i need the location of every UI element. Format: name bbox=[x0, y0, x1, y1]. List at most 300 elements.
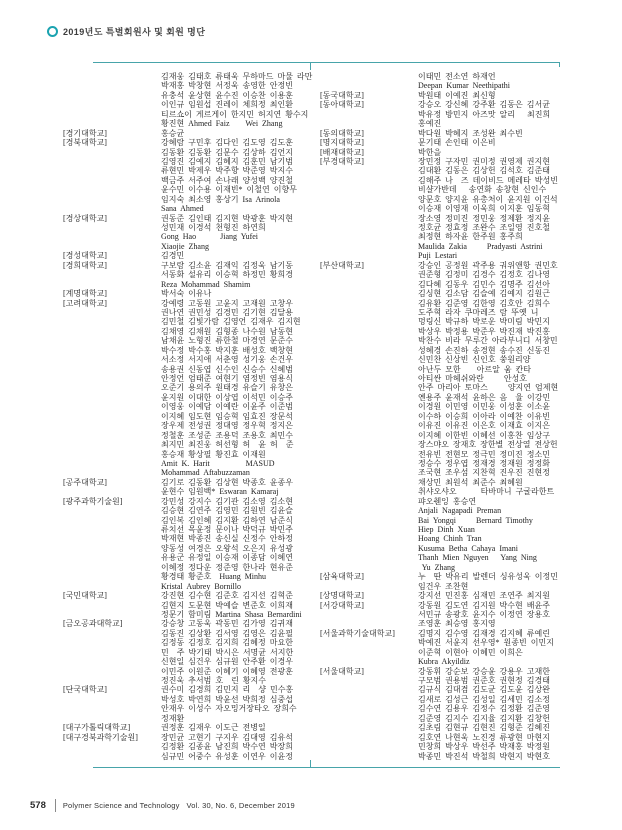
university-label: [서울대학교] bbox=[320, 666, 364, 676]
member-row bbox=[320, 251, 575, 260]
member-names: 서소정 서지애 서춘영 성기웅 손건우 bbox=[161, 355, 293, 365]
university-label bbox=[63, 459, 161, 468]
university-label: [단국대학교] bbox=[63, 685, 107, 695]
member-row bbox=[320, 610, 575, 619]
member-names: 류현민 박제우 박주향 박준영 박지수 bbox=[161, 166, 293, 176]
university-label bbox=[63, 148, 161, 157]
member-row bbox=[320, 525, 575, 534]
member-names: 이유진 이유진 이은호 이재효 이지은 bbox=[418, 421, 550, 431]
university-label: [경희대학교] bbox=[63, 260, 107, 270]
member-names: 최지민 최진웅 허선형 허 윤 허 준 bbox=[161, 440, 294, 450]
university-label bbox=[63, 232, 161, 241]
member-names: 박수정 박수홍 박지훈 배성호 백창현 bbox=[161, 345, 293, 355]
member-row bbox=[63, 431, 318, 440]
university-label bbox=[63, 582, 161, 591]
member-row-with-university bbox=[63, 129, 318, 138]
member-names: 황진현 Ahmed Faiz Wei Zhang bbox=[161, 119, 283, 129]
member-row bbox=[63, 544, 318, 553]
member-names: 안재우 이성수 자오밍거장타오 장희수 bbox=[161, 704, 297, 714]
member-row bbox=[320, 346, 575, 355]
member-row-with-university bbox=[63, 251, 318, 260]
member-list-left-column bbox=[63, 72, 318, 761]
member-row bbox=[63, 487, 318, 496]
member-names: 권준형 김정미 김경수 김정호 김나영 bbox=[418, 270, 550, 280]
member-row-with-university bbox=[320, 148, 575, 157]
member-names: 신현일 심건우 심규원 안주환 이경우 bbox=[161, 657, 293, 667]
member-names: 김호연 나현욱 노진경 류광현 마현지 bbox=[418, 732, 550, 742]
member-names: Amit K. Harit MASUD bbox=[161, 458, 275, 468]
university-label bbox=[63, 714, 161, 723]
member-names: 김유환 김준영 김한영 김호안 김희수 bbox=[418, 298, 550, 308]
university-label: [국민대학교] bbox=[63, 591, 107, 601]
university-label bbox=[63, 280, 161, 289]
member-row bbox=[320, 742, 575, 751]
university-label bbox=[63, 91, 161, 100]
university-label bbox=[63, 412, 161, 421]
page-header bbox=[47, 25, 205, 38]
member-row bbox=[320, 317, 575, 326]
member-row bbox=[63, 346, 318, 355]
member-row-with-university bbox=[63, 591, 318, 600]
member-names: 박종민 박진석 박철희 박현지 박현호 bbox=[418, 751, 550, 761]
member-names: 강동휘 강순보 강승윤 강용우 고재한 bbox=[418, 666, 550, 676]
university-label bbox=[63, 657, 161, 666]
member-row bbox=[320, 478, 575, 487]
member-names: 김기로 김동환 김상현 박종호 윤종우 bbox=[161, 477, 293, 487]
member-names: 김재웅 김태호 류태욱 무하마드 마물 라만 bbox=[161, 72, 313, 81]
member-row bbox=[63, 223, 318, 232]
footer-divider bbox=[55, 799, 56, 812]
university-label bbox=[320, 695, 418, 704]
member-row bbox=[320, 402, 575, 411]
member-names: 정문기 함미림 Martina Shasa Bernardini bbox=[161, 609, 302, 619]
column-divider-tick-top bbox=[310, 62, 311, 70]
member-names: 이태민 전소연 하재언 bbox=[418, 72, 496, 81]
university-label bbox=[320, 242, 418, 251]
university-label bbox=[63, 346, 161, 355]
member-names: 이경원 이민영 이민웅 이성훈 이소윤 bbox=[418, 402, 550, 412]
member-row bbox=[63, 638, 318, 647]
member-row bbox=[320, 299, 575, 308]
university-label bbox=[63, 440, 161, 449]
member-names: 김경민 bbox=[161, 251, 185, 261]
member-row bbox=[63, 506, 318, 515]
member-row bbox=[320, 412, 575, 421]
member-names: 김규식 김대겸 김도균 김도윤 김상완 bbox=[418, 685, 550, 695]
university-label bbox=[320, 336, 418, 345]
member-names: 강승창 고동욱 곽동민 김가영 김귀재 bbox=[161, 619, 293, 629]
university-label bbox=[320, 525, 418, 534]
university-label bbox=[320, 223, 418, 232]
member-names: 아티싼 마헤쉬와란 안성호 bbox=[418, 374, 528, 383]
member-row bbox=[63, 81, 318, 90]
member-names: 박한을 bbox=[418, 147, 442, 157]
university-label bbox=[63, 365, 161, 374]
university-label bbox=[63, 695, 161, 704]
member-row bbox=[320, 752, 575, 761]
member-names: 서동화 설유리 이승혁 하정민 황희경 bbox=[161, 270, 293, 280]
member-names: 박유정 방민지 아즈맛 알리 최진희 bbox=[418, 109, 551, 119]
university-label bbox=[320, 383, 418, 392]
member-names: Bai Yongqi Bernard Timothy bbox=[418, 515, 533, 525]
member-row bbox=[320, 280, 575, 289]
university-label bbox=[320, 166, 418, 175]
member-names: 조영훈 최승영 홍지영 bbox=[418, 619, 496, 629]
member-names: 김새로 김성근 김성일 김세민 김소정 bbox=[418, 694, 550, 704]
member-names: 이영웅 이예담 이예란 이윤주 이준범 bbox=[161, 402, 293, 412]
member-names: 신민찬 신상빈 신인호 쑹원리양 bbox=[418, 355, 531, 365]
member-row bbox=[63, 110, 318, 119]
member-row-with-university bbox=[63, 214, 318, 223]
member-row bbox=[320, 714, 575, 723]
member-row bbox=[63, 572, 318, 581]
member-row bbox=[63, 459, 318, 468]
university-label bbox=[320, 742, 418, 751]
university-label: [경상대학교] bbox=[63, 213, 107, 223]
page-footer bbox=[30, 799, 295, 812]
member-names: 정철훈 조성준 조용덕 조용호 최민수 bbox=[161, 430, 293, 440]
member-row bbox=[320, 336, 575, 345]
member-names: 박원태 이예진 최신형 bbox=[418, 90, 496, 100]
member-names: 김정동 김정호 김지희 김혜정 마요한 bbox=[161, 638, 293, 648]
university-label bbox=[63, 157, 161, 166]
member-row bbox=[320, 72, 575, 81]
member-names: 비샬가반데 송연화 송창현 신인수 bbox=[418, 185, 547, 195]
member-names: 강동원 김도연 김지원 박수현 배윤주 bbox=[418, 600, 550, 610]
member-names: 조국현 조우섬 지찬혁 진우진 진현정 bbox=[418, 468, 550, 478]
university-label: [고려대학교] bbox=[63, 298, 107, 308]
member-row bbox=[63, 280, 318, 289]
member-row bbox=[320, 365, 575, 374]
university-label: [부경대학교] bbox=[320, 156, 364, 166]
member-row bbox=[63, 695, 318, 704]
university-label: [경성대학교] bbox=[63, 251, 107, 261]
member-names: Kusuma Betha Cahaya Imani bbox=[418, 543, 518, 553]
member-row bbox=[63, 601, 318, 610]
member-row bbox=[320, 704, 575, 713]
page-number: 578 bbox=[30, 800, 46, 811]
university-label bbox=[63, 468, 161, 477]
member-row-with-university bbox=[63, 685, 318, 694]
page-title: 2019년도 특별회원사 및 회원 명단 bbox=[63, 27, 206, 37]
university-label bbox=[320, 657, 418, 666]
university-label bbox=[320, 553, 418, 562]
university-label bbox=[320, 676, 418, 685]
member-names: 박예진 서윤지 선우영* 원종빈 이민지 bbox=[418, 638, 554, 648]
member-row bbox=[320, 516, 575, 525]
university-label bbox=[63, 402, 161, 411]
university-label bbox=[320, 232, 418, 241]
member-names: 이수하 이승희 이아라 이예찬 이유빈 bbox=[418, 411, 550, 421]
section-bullet-icon bbox=[47, 26, 58, 37]
member-row bbox=[63, 176, 318, 185]
member-names: 도주혁 라자 쿠마레즈 람 뚜옛 니 bbox=[418, 307, 539, 317]
university-label bbox=[320, 393, 418, 402]
university-label bbox=[320, 402, 418, 411]
member-row bbox=[63, 195, 318, 204]
member-row-with-university bbox=[63, 619, 318, 628]
member-row-with-university bbox=[320, 129, 575, 138]
member-names: 장민정 구자민 권미정 권영제 권지현 bbox=[418, 156, 550, 166]
university-label bbox=[320, 299, 418, 308]
member-row bbox=[63, 148, 318, 157]
member-names: 안정언 엄태준 여현기 염정빈 염용식 bbox=[161, 374, 293, 383]
member-names: 문기태 손인태 이은비 bbox=[418, 138, 496, 148]
member-row bbox=[63, 91, 318, 100]
member-names: 강진현 김수현 김준호 김지선 김혁준 bbox=[161, 591, 293, 601]
member-row bbox=[63, 166, 318, 175]
member-row bbox=[63, 421, 318, 430]
university-label bbox=[320, 412, 418, 421]
member-row bbox=[63, 553, 318, 562]
university-label bbox=[63, 563, 161, 572]
university-label: [금오공과대학교] bbox=[63, 619, 123, 629]
university-label: [서울과학기술대학교] bbox=[320, 628, 395, 638]
university-label bbox=[63, 393, 161, 402]
member-names: 박성호 박연희 박윤선 박희정 심중섭 bbox=[161, 694, 293, 704]
university-label bbox=[320, 317, 418, 326]
member-names: Puji Lestari bbox=[418, 251, 458, 261]
member-names: 강승인 공정원 곽주용 궈위앤항 권민호 bbox=[418, 260, 558, 270]
university-label bbox=[63, 572, 161, 581]
university-label bbox=[320, 195, 418, 204]
university-label bbox=[63, 195, 161, 204]
member-row bbox=[63, 534, 318, 543]
university-label bbox=[320, 110, 418, 119]
member-names: 장민균 고현기 구지우 김대영 김유석 bbox=[161, 732, 293, 742]
member-row bbox=[63, 317, 318, 326]
member-row-with-university bbox=[320, 667, 575, 676]
university-label: [동아대학교] bbox=[320, 100, 364, 110]
member-names: 김싱현 김소담 김슬예 김예지 김원근 bbox=[418, 289, 550, 299]
member-row bbox=[63, 582, 318, 591]
university-label bbox=[63, 638, 161, 647]
member-names: 김정환 김종윤 남진희 박수연 박장희 bbox=[161, 742, 293, 752]
member-names: 장소영 정미진 정민웅 정제환 정지윤 bbox=[418, 213, 550, 223]
member-names: 박다원 박혜지 조성완 최수빈 bbox=[418, 128, 523, 138]
member-names: 멍링신 박규하 박로운 박미림 박민지 bbox=[418, 317, 550, 327]
member-names: Gong Hao Jiang Yufei bbox=[161, 232, 259, 242]
member-names: 옌용주 윤재석 윤하은 음 율 이강민 bbox=[418, 392, 551, 402]
member-row bbox=[320, 723, 575, 732]
member-names: 김해주 나 즈 데이비드 메레타 박성빈 bbox=[418, 175, 558, 185]
university-label bbox=[320, 280, 418, 289]
university-label bbox=[63, 525, 161, 534]
university-label bbox=[320, 270, 418, 279]
member-row bbox=[320, 242, 575, 251]
member-row-with-university bbox=[63, 733, 318, 742]
university-label bbox=[63, 166, 161, 175]
member-row bbox=[63, 648, 318, 657]
member-row bbox=[63, 563, 318, 572]
member-row-with-university bbox=[320, 100, 575, 109]
member-names: 이준혁 이현아 이혜민 이희은 bbox=[418, 647, 523, 657]
university-label bbox=[63, 487, 161, 496]
member-row-with-university bbox=[63, 723, 318, 732]
member-row bbox=[320, 119, 575, 128]
member-names: 김승현 김연주 김영민 김원빈 김윤슬 bbox=[161, 506, 293, 516]
member-row bbox=[320, 214, 575, 223]
member-names: 퍄오췐잉 홍승연 bbox=[418, 496, 477, 506]
member-names: 정진욱 추서범 호 린 황지수 bbox=[161, 676, 267, 685]
member-row bbox=[63, 516, 318, 525]
university-label bbox=[320, 431, 418, 440]
member-row bbox=[320, 232, 575, 241]
university-label bbox=[63, 553, 161, 562]
member-row bbox=[320, 638, 575, 647]
member-names: 정승수 정우엽 정재경 정재원 정정화 bbox=[418, 458, 550, 468]
university-label: [삼육대학교] bbox=[320, 572, 364, 582]
university-label bbox=[63, 327, 161, 336]
member-row bbox=[320, 195, 575, 204]
university-label bbox=[320, 308, 418, 317]
member-row bbox=[320, 553, 575, 562]
member-row bbox=[63, 365, 318, 374]
university-label: [계명대학교] bbox=[63, 289, 107, 299]
member-names: 민 주 박기태 박시은 서명균 서지한 bbox=[161, 647, 294, 657]
member-row bbox=[320, 421, 575, 430]
university-label: [부산대학교] bbox=[320, 260, 364, 270]
member-row bbox=[63, 383, 318, 392]
member-row bbox=[320, 544, 575, 553]
member-names: 김동환 김동환 김문수 김상하 김언지 bbox=[161, 147, 293, 157]
bottom-rule bbox=[93, 767, 560, 768]
member-names: 윤수민 이수용 이재빈* 이철연 이향무 bbox=[161, 185, 297, 195]
university-label bbox=[320, 544, 418, 553]
member-names: 유용군 유정일 이승재 이종담 이혜연 bbox=[161, 553, 293, 563]
university-label: [경북대학교] bbox=[63, 138, 107, 148]
university-label bbox=[320, 610, 418, 619]
member-row bbox=[320, 733, 575, 742]
university-label bbox=[320, 81, 418, 90]
member-row-with-university bbox=[320, 261, 575, 270]
member-row bbox=[320, 685, 575, 694]
university-label bbox=[63, 317, 161, 326]
university-label bbox=[63, 506, 161, 515]
university-label bbox=[320, 704, 418, 713]
university-label: [배재대학교] bbox=[320, 147, 364, 157]
member-row bbox=[320, 204, 575, 213]
university-label bbox=[320, 478, 418, 487]
member-row-with-university bbox=[320, 591, 575, 600]
member-row bbox=[63, 704, 318, 713]
member-row bbox=[63, 450, 318, 459]
university-label bbox=[63, 421, 161, 430]
member-row-with-university bbox=[320, 572, 575, 581]
university-label bbox=[320, 516, 418, 525]
member-names: 홍예진 bbox=[418, 119, 442, 129]
university-label bbox=[63, 185, 161, 194]
member-row bbox=[63, 327, 318, 336]
top-rule bbox=[93, 62, 560, 63]
member-row bbox=[63, 610, 318, 619]
member-names: 구보람 김소윤 김재익 김정욱 남기동 bbox=[161, 260, 293, 270]
university-label bbox=[320, 582, 418, 591]
member-names: 전유빈 전현모 정극민 정미진 정소민 bbox=[418, 449, 550, 459]
member-row bbox=[320, 582, 575, 591]
member-names: 김현지 도문현 박예슬 변준호 이희재 bbox=[161, 600, 293, 610]
member-names: 장우제 전성권 정대영 정우혁 정지은 bbox=[161, 421, 293, 431]
university-label bbox=[63, 704, 161, 713]
member-row bbox=[320, 308, 575, 317]
member-row bbox=[320, 695, 575, 704]
university-label bbox=[320, 72, 418, 81]
member-names: 박재홍 박창현 서정욱 송영한 안정빈 bbox=[161, 81, 293, 91]
member-names: 정호균 정효정 조완수 조일영 진호철 bbox=[418, 223, 550, 232]
member-row bbox=[320, 176, 575, 185]
university-label: [광주과학기술원] bbox=[63, 496, 123, 506]
member-names: 임지숙 최소영 홍상기 Isa Arinola bbox=[161, 194, 280, 204]
member-names: 이지혜 이한빈 이혜선 이홍찬 임상구 bbox=[418, 430, 550, 440]
member-names: 백금주 서주여 손나래 양성백 양진철 bbox=[161, 175, 293, 185]
member-names: 김초림 김현규 김현진 김형준 김혜진 bbox=[418, 723, 550, 733]
university-label: [동국대학교] bbox=[320, 90, 364, 100]
university-label bbox=[320, 752, 418, 761]
member-row-with-university bbox=[320, 601, 575, 610]
member-names: 박찬수 비라 무루간 아라부니디 서창민 bbox=[418, 336, 558, 346]
member-row bbox=[320, 497, 575, 506]
university-label bbox=[320, 440, 418, 449]
member-names: 김동진 김상환 김서영 김영은 김윤필 bbox=[161, 628, 293, 638]
university-label bbox=[320, 497, 418, 506]
member-names: 양동성 여경은 오왕석 오은지 유성광 bbox=[161, 543, 293, 553]
member-row bbox=[320, 81, 575, 90]
member-row-with-university bbox=[63, 478, 318, 487]
member-row bbox=[63, 440, 318, 449]
university-label bbox=[63, 610, 161, 619]
member-names: 구모범 권용범 권준호 권현정 김경태 bbox=[418, 676, 550, 685]
member-names: 이민주 이원준 이혜기 이혜영 전광훈 bbox=[161, 666, 293, 676]
university-label bbox=[320, 733, 418, 742]
member-row-with-university bbox=[63, 299, 318, 308]
member-row bbox=[63, 752, 318, 761]
member-row bbox=[63, 308, 318, 317]
member-row-with-university bbox=[63, 138, 318, 147]
member-row bbox=[63, 119, 318, 128]
member-names: Kubra Akyildiz bbox=[418, 657, 470, 667]
university-label bbox=[63, 431, 161, 440]
member-row bbox=[320, 468, 575, 477]
university-label bbox=[63, 516, 161, 525]
university-label bbox=[63, 81, 161, 90]
member-names: Hiep Dinh Xuan bbox=[418, 525, 475, 534]
member-names: 김다혜 김동우 김민수 김명주 김선아 bbox=[418, 279, 550, 289]
member-names: 권수미 김경희 김민지 리 샹 민수홍 bbox=[161, 685, 294, 695]
member-row bbox=[63, 412, 318, 421]
university-label: [명지대학교] bbox=[320, 138, 364, 148]
member-row bbox=[320, 563, 575, 572]
member-row bbox=[63, 336, 318, 345]
university-label bbox=[63, 110, 161, 119]
member-names: 김대환 김동은 김상헌 김석호 김준태 bbox=[418, 166, 550, 176]
member-names: 박재현 박종진 송신실 신정수 안하정 bbox=[161, 534, 293, 544]
member-names: 장스먀오 장재호 장한별 전상열 전상헌 bbox=[418, 440, 558, 450]
member-names: Yu Zhang bbox=[418, 562, 456, 572]
university-label bbox=[63, 450, 161, 459]
university-label bbox=[63, 308, 161, 317]
member-names: 박상우 박정용 박준우 박진재 박진홍 bbox=[418, 326, 550, 336]
university-label: [상명대학교] bbox=[320, 591, 364, 601]
member-names: 홍승균 bbox=[161, 128, 185, 138]
member-names: 양문호 양지윤 유총처이 윤지원 이건석 bbox=[418, 194, 558, 204]
university-label bbox=[320, 648, 418, 657]
university-label bbox=[63, 629, 161, 638]
university-label bbox=[320, 506, 418, 515]
university-label bbox=[63, 336, 161, 345]
member-names: 김영진 김예지 김혜지 김훈민 남기범 bbox=[161, 156, 293, 166]
university-label bbox=[63, 204, 161, 213]
member-row bbox=[63, 468, 318, 477]
